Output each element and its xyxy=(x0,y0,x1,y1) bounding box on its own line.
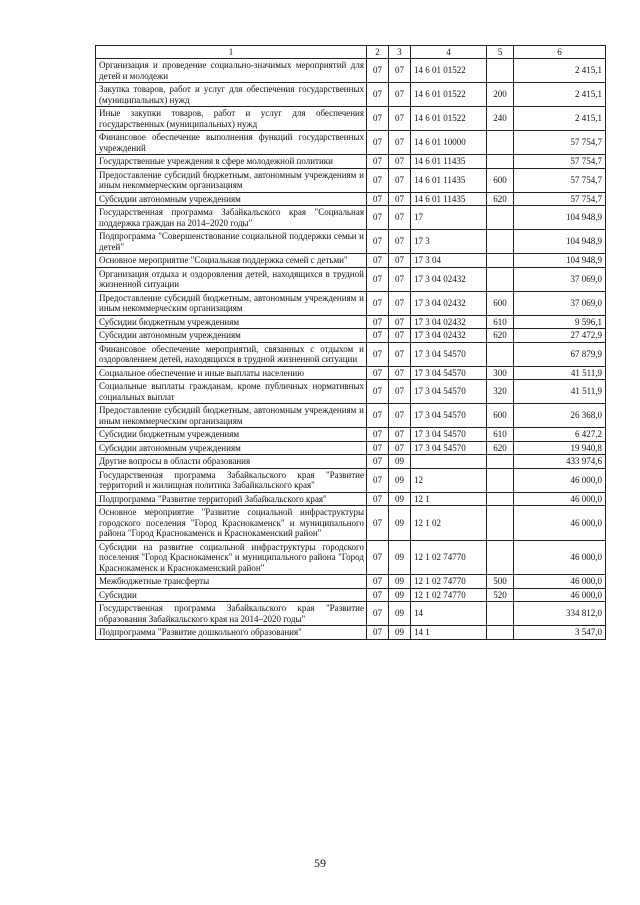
expense-type-cell xyxy=(487,626,514,640)
expense-type-cell: 300 xyxy=(487,366,514,380)
expense-type-cell xyxy=(487,254,514,268)
row-name-cell: Основное мероприятие "Социальная поддержка семей с детьми" xyxy=(96,254,367,268)
subsection-cell: 09 xyxy=(389,588,411,602)
row-name-cell: Субсидии автономным учреждениям xyxy=(96,192,367,206)
amount-cell: 46 000,0 xyxy=(514,468,606,492)
table-row xyxy=(96,506,606,541)
subsection-cell: 07 xyxy=(389,206,411,230)
section-cell: 07 xyxy=(367,380,389,404)
subsection-cell: 07 xyxy=(389,155,411,169)
target-code-cell: 17 3 04 02432 xyxy=(411,291,487,315)
amount-cell: 46 000,0 xyxy=(514,575,606,589)
target-code-cell: 14 6 01 01522 xyxy=(411,59,487,83)
subsection-cell: 07 xyxy=(389,404,411,428)
target-code-cell: 14 6 01 11435 xyxy=(411,155,487,169)
subsection-cell: 09 xyxy=(389,602,411,626)
table-row xyxy=(96,455,606,469)
target-code-cell: 17 3 04 54570 xyxy=(411,441,487,455)
target-code-cell: 17 3 04 54570 xyxy=(411,404,487,428)
section-cell: 07 xyxy=(367,168,389,192)
subsection-cell: 07 xyxy=(389,342,411,366)
table-row xyxy=(96,602,606,626)
row-name-cell: Государственная программа Забайкальского края "Развитие образования Забайкальского края на 2014–2020 годы" xyxy=(96,602,367,626)
section-cell: 07 xyxy=(367,131,389,155)
subsection-cell: 07 xyxy=(389,230,411,254)
row-name-cell: Государственная программа Забайкальского края "Развитие территорий и жилищная политика Забайкальского края" xyxy=(96,468,367,492)
subsection-cell: 07 xyxy=(389,315,411,329)
amount-cell: 41 511,9 xyxy=(514,366,606,380)
subsection-cell: 07 xyxy=(389,267,411,291)
column-header-name: 1 xyxy=(96,46,367,59)
target-code-cell: 12 1 02 74770 xyxy=(411,540,487,575)
expense-type-cell xyxy=(487,540,514,575)
amount-cell: 104 948,9 xyxy=(514,254,606,268)
table-row xyxy=(96,230,606,254)
subsection-cell: 07 xyxy=(389,329,411,343)
section-cell: 07 xyxy=(367,492,389,506)
section-cell: 07 xyxy=(367,206,389,230)
expense-type-cell: 240 xyxy=(487,107,514,131)
table-row xyxy=(96,206,606,230)
section-cell: 07 xyxy=(367,366,389,380)
target-code-cell: 12 xyxy=(411,468,487,492)
table-row xyxy=(96,131,606,155)
subsection-cell: 09 xyxy=(389,540,411,575)
section-cell: 07 xyxy=(367,107,389,131)
target-code-cell: 17 3 04 54570 xyxy=(411,342,487,366)
table-row xyxy=(96,329,606,343)
row-name-cell: Государственная программа Забайкальского края "Социальная поддержка граждан на 2014–2020 годы" xyxy=(96,206,367,230)
amount-cell: 3 547,0 xyxy=(514,626,606,640)
row-name-cell: Субсидии на развитие социальной инфраструктуры городского поселения "Город Краснокаменск" и муниципального района "Город Краснокаменск и Краснокаменский район" xyxy=(96,540,367,575)
table-row xyxy=(96,59,606,83)
amount-cell: 37 069,0 xyxy=(514,267,606,291)
table-row xyxy=(96,404,606,428)
amount-cell: 19 940,8 xyxy=(514,441,606,455)
section-cell: 07 xyxy=(367,230,389,254)
target-code-cell: 14 6 01 10000 xyxy=(411,131,487,155)
section-cell: 07 xyxy=(367,329,389,343)
target-code-cell: 12 1 02 74770 xyxy=(411,588,487,602)
section-cell: 07 xyxy=(367,441,389,455)
target-code-cell: 14 1 xyxy=(411,626,487,640)
column-header-section: 2 xyxy=(367,46,389,59)
target-code-cell: 12 1 02 xyxy=(411,506,487,541)
section-cell: 07 xyxy=(367,626,389,640)
row-name-cell: Субсидии бюджетным учреждениям xyxy=(96,428,367,442)
row-name-cell: Закупка товаров, работ и услуг для обеспечения государственных (муниципальных) нужд xyxy=(96,83,367,107)
section-cell: 07 xyxy=(367,59,389,83)
target-code-cell xyxy=(411,455,487,469)
page-number: 59 xyxy=(314,856,326,870)
section-cell: 07 xyxy=(367,254,389,268)
table-row xyxy=(96,380,606,404)
expense-type-cell xyxy=(487,230,514,254)
table-row xyxy=(96,366,606,380)
row-name-cell: Организация отдыха и оздоровления детей, находящихся в трудной жизненной ситуации xyxy=(96,267,367,291)
target-code-cell: 14 6 01 11435 xyxy=(411,168,487,192)
column-header-expense-type: 5 xyxy=(487,46,514,59)
row-name-cell: Финансовое обеспечение выполнения функций государственных учреждений xyxy=(96,131,367,155)
amount-cell: 57 754,7 xyxy=(514,192,606,206)
amount-cell: 41 511,9 xyxy=(514,380,606,404)
amount-cell: 46 000,0 xyxy=(514,588,606,602)
subsection-cell: 07 xyxy=(389,83,411,107)
row-name-cell: Основное мероприятие "Развитие социальной инфраструктуры городского поселения "Город Краснокаменск" и муниципального района "Город Краснокаменск и Краснокаменский район" xyxy=(96,506,367,541)
amount-cell: 2 415,1 xyxy=(514,59,606,83)
row-name-cell: Субсидии автономным учреждениям xyxy=(96,441,367,455)
table-row xyxy=(96,626,606,640)
subsection-cell: 07 xyxy=(389,291,411,315)
table-row xyxy=(96,468,606,492)
amount-cell: 57 754,7 xyxy=(514,155,606,169)
subsection-cell: 07 xyxy=(389,366,411,380)
table-row xyxy=(96,428,606,442)
section-cell: 07 xyxy=(367,315,389,329)
target-code-cell: 17 3 04 54570 xyxy=(411,428,487,442)
amount-cell: 67 879,9 xyxy=(514,342,606,366)
section-cell: 07 xyxy=(367,468,389,492)
expense-type-cell xyxy=(487,468,514,492)
subsection-cell: 09 xyxy=(389,626,411,640)
column-header-amount: 6 xyxy=(514,46,606,59)
table-row xyxy=(96,107,606,131)
row-name-cell: Субсидии xyxy=(96,588,367,602)
row-name-cell: Иные закупки товаров, работ и услуг для обеспечения государственных (муниципальных) нужд xyxy=(96,107,367,131)
amount-cell: 26 368,0 xyxy=(514,404,606,428)
column-header-subsection: 3 xyxy=(389,46,411,59)
expense-type-cell xyxy=(487,131,514,155)
expense-type-cell xyxy=(487,155,514,169)
table-row xyxy=(96,315,606,329)
target-code-cell: 14 xyxy=(411,602,487,626)
table-row xyxy=(96,492,606,506)
expense-type-cell xyxy=(487,506,514,541)
section-cell: 07 xyxy=(367,506,389,541)
target-code-cell: 17 3 04 02432 xyxy=(411,329,487,343)
subsection-cell: 09 xyxy=(389,575,411,589)
target-code-cell: 17 3 04 02432 xyxy=(411,267,487,291)
expense-type-cell: 600 xyxy=(487,404,514,428)
amount-cell: 46 000,0 xyxy=(514,540,606,575)
header-row xyxy=(96,46,606,59)
section-cell: 07 xyxy=(367,404,389,428)
amount-cell: 46 000,0 xyxy=(514,506,606,541)
expense-type-cell: 520 xyxy=(487,588,514,602)
expense-type-cell: 620 xyxy=(487,441,514,455)
amount-cell: 46 000,0 xyxy=(514,492,606,506)
row-name-cell: Субсидии бюджетным учреждениям xyxy=(96,315,367,329)
amount-cell: 104 948,9 xyxy=(514,230,606,254)
expense-type-cell xyxy=(487,455,514,469)
table-row xyxy=(96,575,606,589)
section-cell: 07 xyxy=(367,428,389,442)
table-row xyxy=(96,155,606,169)
target-code-cell: 14 6 01 01522 xyxy=(411,83,487,107)
subsection-cell: 07 xyxy=(389,168,411,192)
table-row xyxy=(96,588,606,602)
expense-type-cell: 620 xyxy=(487,192,514,206)
section-cell: 07 xyxy=(367,155,389,169)
section-cell: 07 xyxy=(367,588,389,602)
table-row xyxy=(96,291,606,315)
expense-type-cell: 620 xyxy=(487,329,514,343)
amount-cell: 57 754,7 xyxy=(514,131,606,155)
amount-cell: 433 974,6 xyxy=(514,455,606,469)
subsection-cell: 07 xyxy=(389,192,411,206)
table-row xyxy=(96,192,606,206)
amount-cell: 2 415,1 xyxy=(514,107,606,131)
section-cell: 07 xyxy=(367,575,389,589)
subsection-cell: 07 xyxy=(389,428,411,442)
row-name-cell: Организация и проведение социально-значимых мероприятий для детей и молодежи xyxy=(96,59,367,83)
table-row xyxy=(96,83,606,107)
row-name-cell: Межбюджетные трансферты xyxy=(96,575,367,589)
amount-cell: 6 427,2 xyxy=(514,428,606,442)
row-name-cell: Подпрограмма "Развитие территорий Забайкальского края" xyxy=(96,492,367,506)
row-name-cell: Финансовое обеспечение мероприятий, связанных с отдыхом и оздоровлением детей, находящихся в трудной жизненной ситуации xyxy=(96,342,367,366)
target-code-cell: 12 1 02 74770 xyxy=(411,575,487,589)
table-row xyxy=(96,168,606,192)
expense-type-cell xyxy=(487,602,514,626)
target-code-cell: 17 3 04 xyxy=(411,254,487,268)
subsection-cell: 07 xyxy=(389,441,411,455)
target-code-cell: 17 3 04 54570 xyxy=(411,366,487,380)
expense-type-cell xyxy=(487,267,514,291)
expense-type-cell: 610 xyxy=(487,315,514,329)
section-cell: 07 xyxy=(367,540,389,575)
section-cell: 07 xyxy=(367,342,389,366)
table-row xyxy=(96,441,606,455)
amount-cell: 37 069,0 xyxy=(514,291,606,315)
target-code-cell: 14 6 01 11435 xyxy=(411,192,487,206)
row-name-cell: Предоставление субсидий бюджетным, автономным учреждениям и иным некоммерческим организациям xyxy=(96,404,367,428)
table-row xyxy=(96,254,606,268)
expense-type-cell: 200 xyxy=(487,83,514,107)
section-cell: 07 xyxy=(367,83,389,107)
table-row xyxy=(96,342,606,366)
column-header-target-code: 4 xyxy=(411,46,487,59)
expense-type-cell xyxy=(487,206,514,230)
target-code-cell: 17 3 04 02432 xyxy=(411,315,487,329)
target-code-cell: 12 1 xyxy=(411,492,487,506)
section-cell: 07 xyxy=(367,602,389,626)
row-name-cell: Социальное обеспечение и иные выплаты населению xyxy=(96,366,367,380)
row-name-cell: Социальные выплаты гражданам, кроме публичных нормативных социальных выплат xyxy=(96,380,367,404)
subsection-cell: 09 xyxy=(389,455,411,469)
expense-type-cell: 320 xyxy=(487,380,514,404)
amount-cell: 57 754,7 xyxy=(514,168,606,192)
table-row xyxy=(96,540,606,575)
amount-cell: 104 948,9 xyxy=(514,206,606,230)
expense-type-cell xyxy=(487,492,514,506)
row-name-cell: Государственные учреждения в сфере молодежной политики xyxy=(96,155,367,169)
subsection-cell: 07 xyxy=(389,254,411,268)
row-name-cell: Субсидии автономным учреждениям xyxy=(96,329,367,343)
subsection-cell: 09 xyxy=(389,492,411,506)
subsection-cell: 09 xyxy=(389,468,411,492)
subsection-cell: 07 xyxy=(389,59,411,83)
subsection-cell: 07 xyxy=(389,380,411,404)
amount-cell: 2 415,1 xyxy=(514,83,606,107)
expense-type-cell xyxy=(487,59,514,83)
amount-cell: 9 596,1 xyxy=(514,315,606,329)
amount-cell: 27 472,9 xyxy=(514,329,606,343)
table-row xyxy=(96,267,606,291)
row-name-cell: Другие вопросы в области образования xyxy=(96,455,367,469)
subsection-cell: 09 xyxy=(389,506,411,541)
amount-cell: 334 812,0 xyxy=(514,602,606,626)
section-cell: 07 xyxy=(367,291,389,315)
table-body xyxy=(96,59,606,640)
row-name-cell: Предоставление субсидий бюджетным, автономным учреждениям и иным некоммерческим организациям xyxy=(96,291,367,315)
subsection-cell: 07 xyxy=(389,107,411,131)
expense-type-cell: 600 xyxy=(487,168,514,192)
expense-type-cell: 600 xyxy=(487,291,514,315)
row-name-cell: Подпрограмма "Совершенствование социальной поддержки семьи и детей" xyxy=(96,230,367,254)
target-code-cell: 14 6 01 01522 xyxy=(411,107,487,131)
target-code-cell: 17 3 04 54570 xyxy=(411,380,487,404)
expense-type-cell xyxy=(487,342,514,366)
section-cell: 07 xyxy=(367,192,389,206)
section-cell: 07 xyxy=(367,455,389,469)
row-name-cell: Предоставление субсидий бюджетным, автономным учреждениям и иным некоммерческим организациям xyxy=(96,168,367,192)
section-cell: 07 xyxy=(367,267,389,291)
expense-type-cell: 610 xyxy=(487,428,514,442)
subsection-cell: 07 xyxy=(389,131,411,155)
expense-type-cell: 500 xyxy=(487,575,514,589)
target-code-cell: 17 xyxy=(411,206,487,230)
row-name-cell: Подпрограмма "Развитие дошкольного образования" xyxy=(96,626,367,640)
budget-table xyxy=(95,45,606,640)
target-code-cell: 17 3 xyxy=(411,230,487,254)
